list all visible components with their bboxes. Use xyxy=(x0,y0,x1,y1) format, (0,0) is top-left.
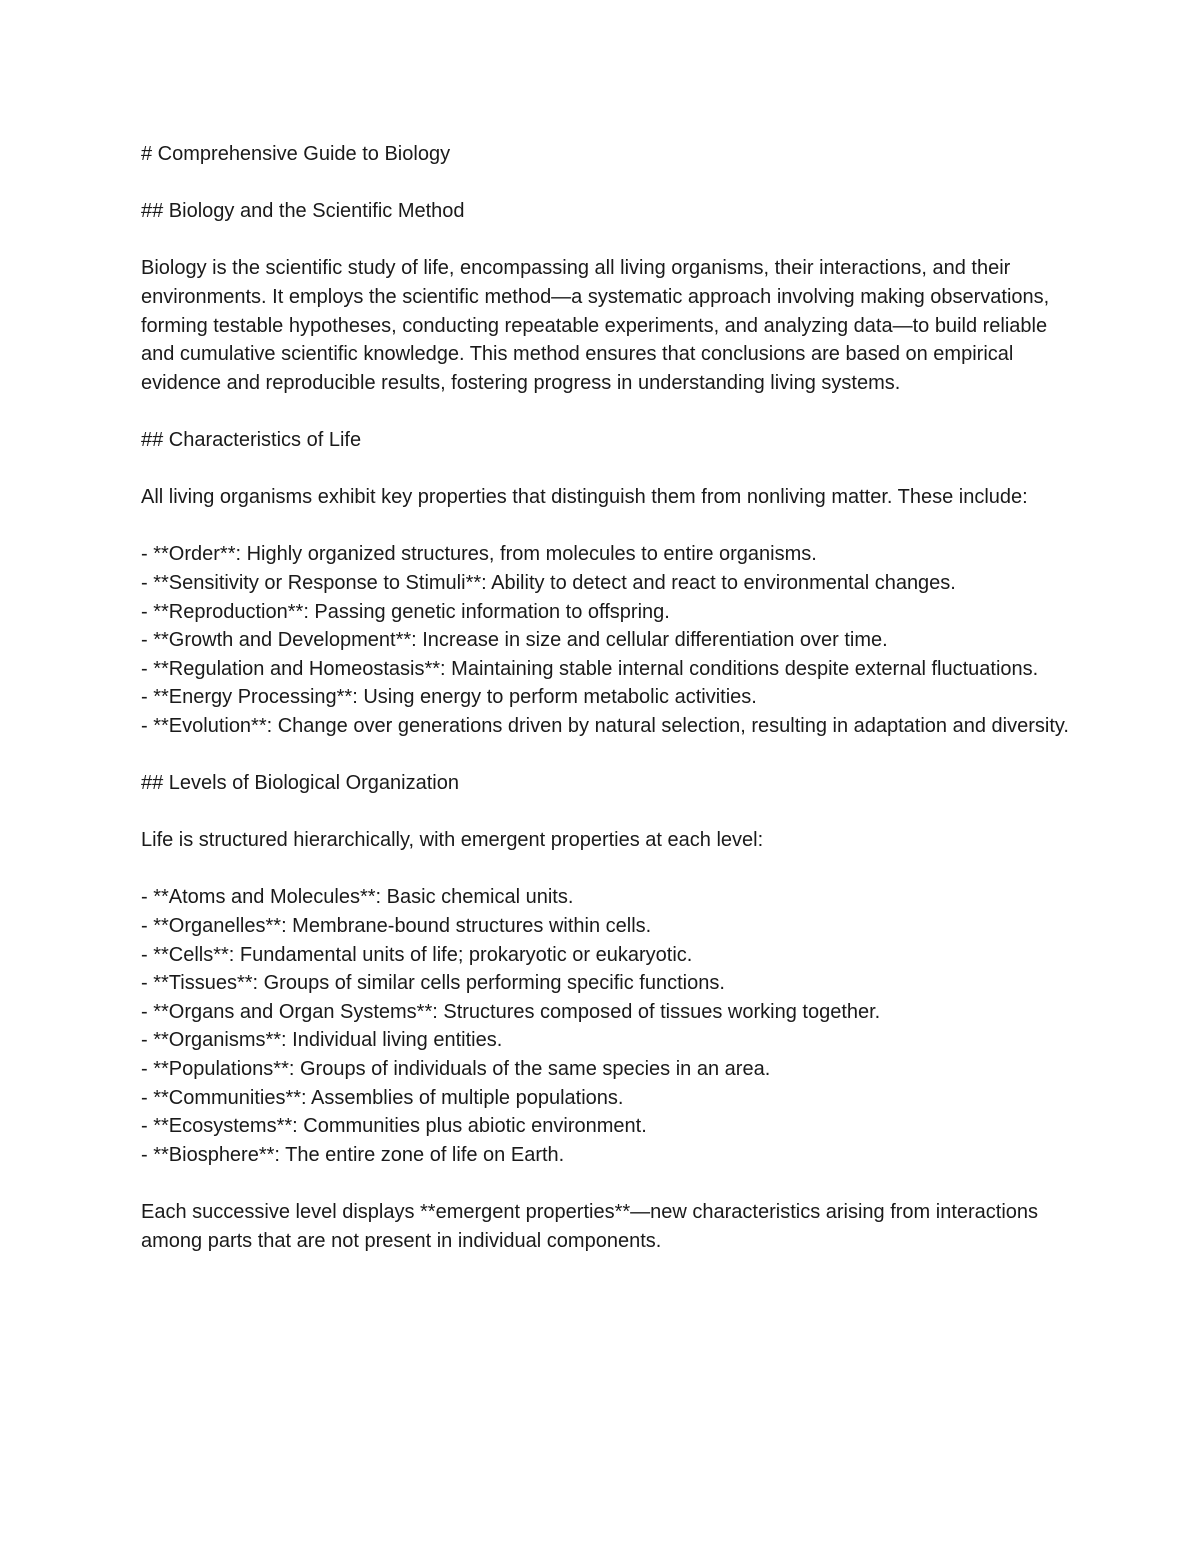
spacer xyxy=(141,455,1071,484)
list-item: - **Energy Processing**: Using energy to perform metabolic activities. xyxy=(141,686,757,709)
list-item: - **Evolution**: Change over generations driven by natural selection, resulting in adaptation and diversity. xyxy=(141,714,1069,737)
spacer xyxy=(141,1169,1071,1198)
spacer xyxy=(141,798,1071,827)
list-item: - **Order**: Highly organized structures, from molecules to entire organisms. xyxy=(141,543,817,566)
spacer xyxy=(141,169,1071,198)
list-item: - **Cells**: Fundamental units of life; prokaryotic or eukaryotic. xyxy=(141,943,693,966)
list-item: - **Ecosystems**: Communities plus abiotic environment. xyxy=(141,1115,647,1138)
spacer xyxy=(141,855,1071,884)
section-paragraph-levels: Life is structured hierarchically, with emergent properties at each level: xyxy=(141,829,764,852)
list-item: - **Biosphere**: The entire zone of life on Earth. xyxy=(141,1143,565,1166)
levels-list xyxy=(141,883,1071,1169)
section-paragraph-scientific-method: Biology is the scientific study of life, encompassing all living organisms, their interactions, and their environments. It employs the scientific method—a systematic approach involving making observations, forming testable hypotheses, conducting repeatable experiments, and analyzing data—to build reliable and cumulative scientific knowledge. This method ensures that conclusions are based on empirical evidence and reproducible results, fostering progress in understanding living systems. xyxy=(141,257,1055,394)
list-item: - **Communities**: Assemblies of multiple populations. xyxy=(141,1086,624,1109)
section-heading-characteristics: ## Characteristics of Life xyxy=(141,428,362,451)
section-closing-levels: Each successive level displays **emergent properties**—new characteristics arising from interactions among parts that are not present in individual components. xyxy=(141,1200,1044,1252)
section-heading-levels: ## Levels of Biological Organization xyxy=(141,772,459,795)
list-item: - **Tissues**: Groups of similar cells performing specific functions. xyxy=(141,972,725,995)
spacer xyxy=(141,226,1071,255)
characteristics-list xyxy=(141,540,1071,740)
list-item: - **Growth and Development**: Increase in size and cellular differentiation over time. xyxy=(141,629,888,652)
list-item: - **Atoms and Molecules**: Basic chemical units. xyxy=(141,886,574,909)
list-item: - **Populations**: Groups of individuals of the same species in an area. xyxy=(141,1058,771,1080)
spacer xyxy=(141,512,1071,541)
section-heading-scientific-method: ## Biology and the Scientific Method xyxy=(141,200,465,223)
list-item: - **Organelles**: Membrane-bound structures within cells. xyxy=(141,915,652,938)
list-item: - **Organs and Organ Systems**: Structures composed of tissues working together. xyxy=(141,1000,881,1023)
list-item: - **Sensitivity or Response to Stimuli**: Ability to detect and react to environmental changes. xyxy=(141,571,956,594)
list-item: - **Regulation and Homeostasis**: Maintaining stable internal conditions despite external fluctuations. xyxy=(141,657,1039,680)
document-body xyxy=(141,140,1071,1255)
document-title: # Comprehensive Guide to Biology xyxy=(141,143,451,165)
spacer xyxy=(141,397,1071,426)
section-paragraph-characteristics: All living organisms exhibit key properties that distinguish them from nonliving matter. These include: xyxy=(141,486,1028,509)
spacer xyxy=(141,740,1071,769)
list-item: - **Organisms**: Individual living entities. xyxy=(141,1029,503,1052)
list-item: - **Reproduction**: Passing genetic information to offspring. xyxy=(141,600,670,623)
